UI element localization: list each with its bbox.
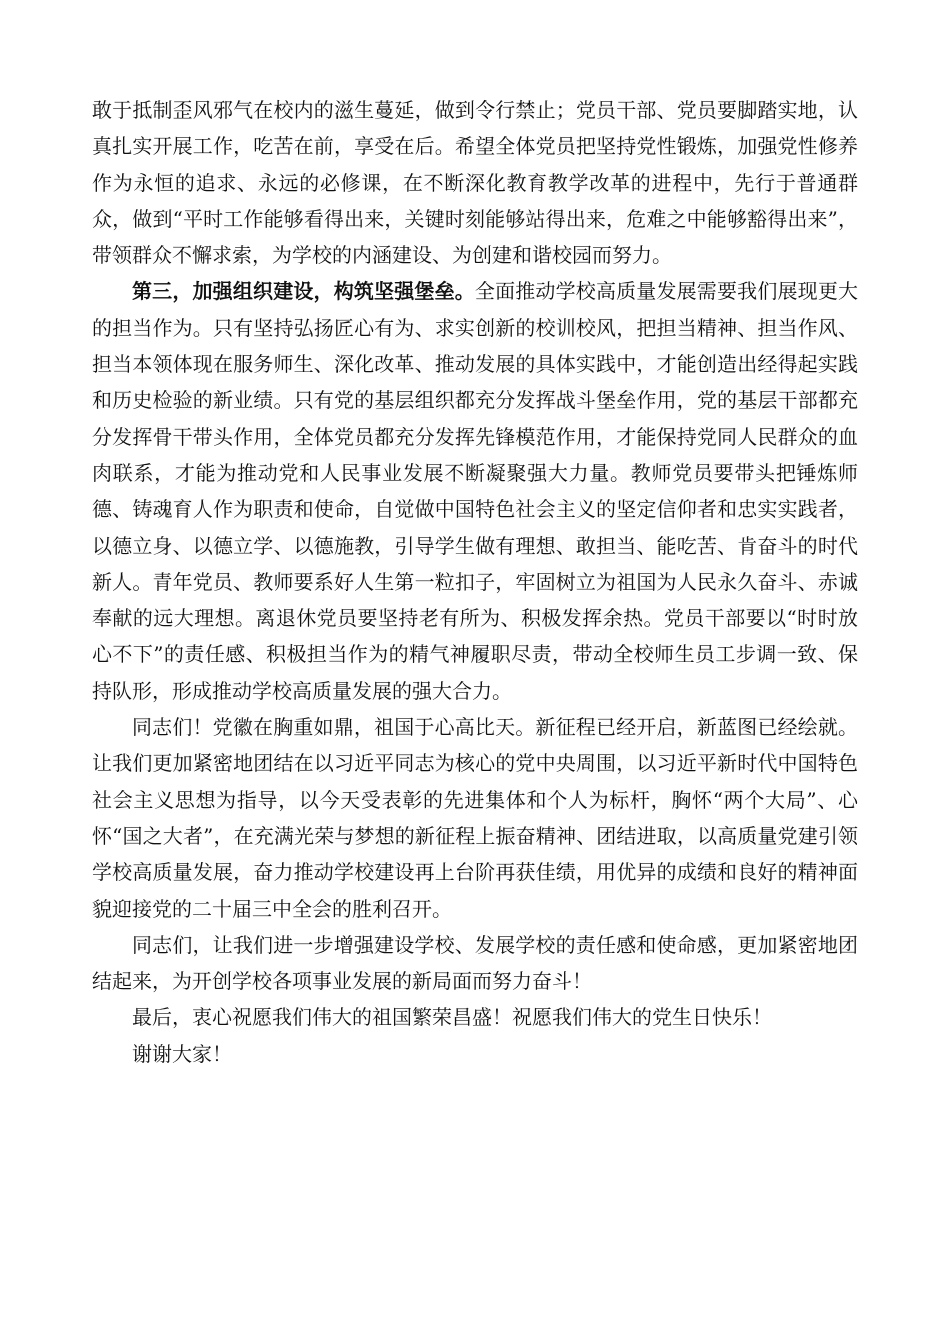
paragraph-comrades-call [92,709,858,927]
paragraph-text: 谢谢大家！ [132,1041,232,1066]
paragraph-text: 同志们！党徽在胸重如鼎，祖国于心高比天。新征程已经开启，新蓝图已经绘就。让我们更加紧密地团结在以习近平同志为核心的党中央周围，以习近平新时代中国特色社会主义思想为指导，以今天受表彰的先进集体和个人为标杆，胸怀“两个大局”、心怀“国之大者”，在充满光荣与梦想的新征程上振奋精神、团结进取，以高质量党建引领学校高质量发展，奋力推动学校建设再上台阶再获佳绩，用优异的成绩和良好的精神面貌迎接党的二十届三中全会的胜利召开。 [92,715,858,921]
paragraph-text: 全面推动学校高质量发展需要我们展现更大的担当作为。只有坚持弘扬匠心有为、求实创新的校训校风，把担当精神、担当作风、担当本领体现在服务师生、深化改革、推动发展的具体实践中，才能创造出经得起实践和历史检验的新业绩。只有党的基层组织都充分发挥战斗堡垒作用，党的基层干部都充分发挥骨干带头作用，全体党员都充分发挥先锋模范作用，才能保持党同人民群众的血肉联系，才能为推动党和人民事业发展不断凝聚强大力量。教师党员要带头把锤炼师德、铸魂育人作为职责和使命，自觉做中国特色社会主义的坚定信仰者和忠实实践者，以德立身、以德立学、以德施教，引导学生做有理想、敢担当、能吃苦、肯奋斗的时代新人。青年党员、教师要系好人生第一粒扣子，牢固树立为祖国为人民永久奋斗、赤诚奉献的远大理想。离退休党员要坚持老有所为、积极发挥余热。党员干部要以“时时放心不下”的责任感、积极担当作为的精气神履职尽责，带动全校师生员工步调一致、保持队形，形成推动学校高质量发展的强大合力。 [92,279,859,703]
paragraph-continuation [92,92,858,273]
paragraph-text: 敢于抵制歪风邪气在校内的滋生蔓延，做到令行禁止；党员干部、党员要脚踏实地，认真扎实开展工作，吃苦在前，享受在后。希望全体党员把坚持党性锻炼，加强党性修养作为永恒的追求、永远的必修课，在不断深化教育教学改革的进程中，先行于普通群众，做到“平时工作能够看得出来，关键时刻能够站得出来，危难之中能够豁得出来”，带领群众不懈求索，为学校的内涵建设、为创建和谐校园而努力。 [92,98,858,268]
paragraph-thanks [92,1036,858,1072]
paragraph-final-wishes [92,999,858,1035]
paragraph-organization-building [92,273,858,709]
paragraph-closing-appeal [92,927,858,1000]
paragraph-text: 同志们，让我们进一步增强建设学校、发展学校的责任感和使命感，更加紧密地团结起来，为开创学校各项事业发展的新局面而努力奋斗！ [92,932,858,994]
paragraph-text: 最后，衷心祝愿我们伟大的祖国繁荣昌盛！祝愿我们伟大的党生日快乐！ [132,1005,772,1030]
document-page [92,92,858,1072]
paragraph-lead-heading: 第三，加强组织建设，构筑坚强堡垒。 [132,279,475,304]
